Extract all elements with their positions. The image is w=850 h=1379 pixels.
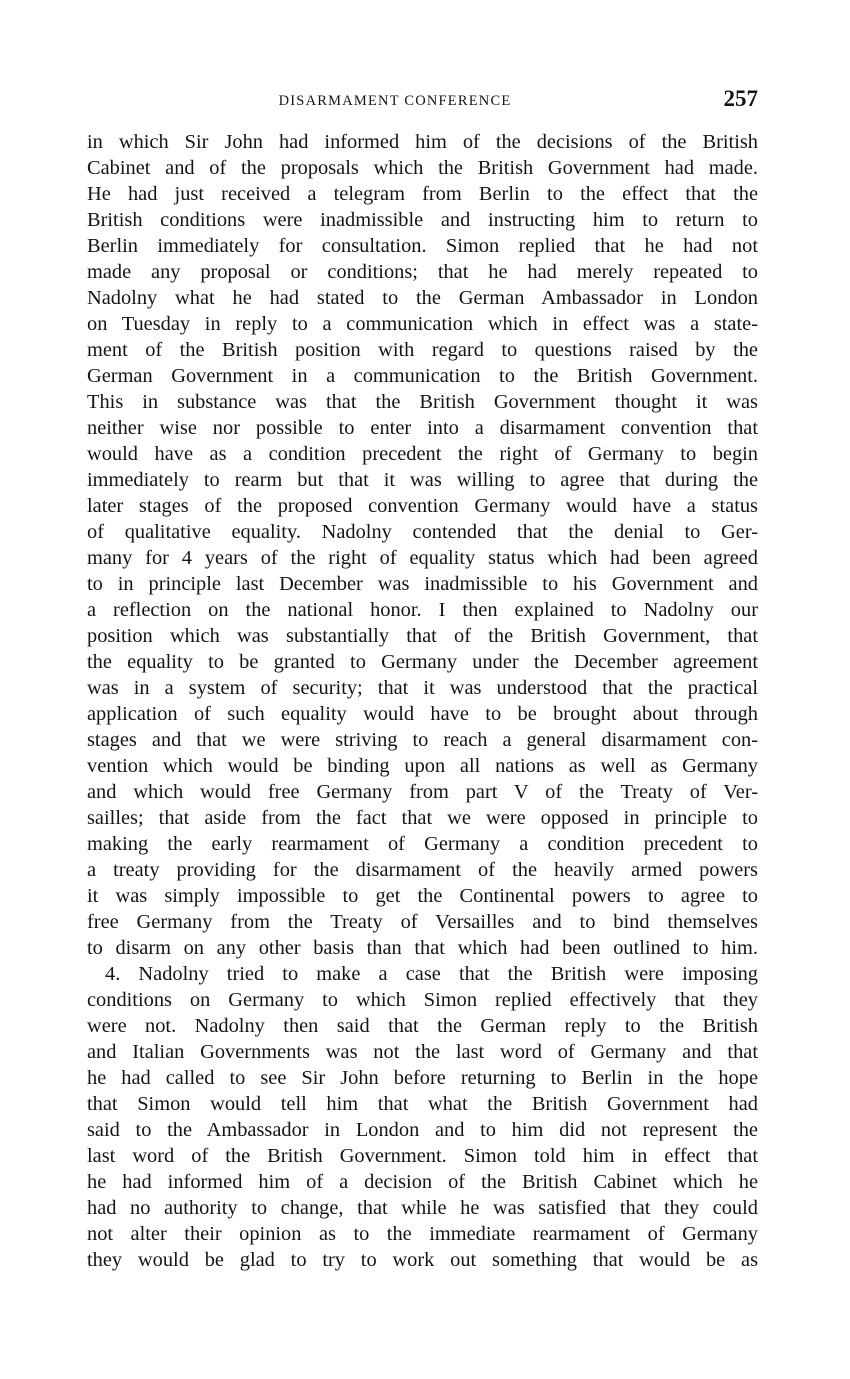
text-line: free Germany from the Treaty of Versailles and to bind themselves — [87, 911, 758, 933]
text-line: a treaty providing for the disarmament of the heavily armed powers — [87, 859, 758, 881]
text-line: had no authority to change, that while he was satisfied that they could — [87, 1197, 758, 1219]
text-line: British conditions were inadmissible and instructing him to return to — [87, 209, 758, 231]
page-header — [87, 86, 758, 120]
text-line: Cabinet and of the proposals which the British Government had made. — [87, 157, 758, 179]
text-line: said to the Ambassador in London and to him did not represent the — [87, 1119, 758, 1141]
text-line: he had informed him of a decision of the British Cabinet which he — [87, 1171, 758, 1193]
body-text — [87, 129, 758, 1273]
page-number: 257 — [723, 86, 758, 111]
text-line: German Government in a communication to the British Government. — [87, 365, 758, 387]
text-line: neither wise nor possible to enter into a disarmament convention that — [87, 417, 758, 439]
text-line: last word of the British Government. Simon told him in effect that — [87, 1145, 758, 1167]
text-line: vention which would be binding upon all nations as well as Germany — [87, 755, 758, 777]
text-line: a reflection on the national honor. I then explained to Nadolny our — [87, 599, 758, 621]
text-line: position which was substantially that of the British Government, that — [87, 625, 758, 647]
text-line: on Tuesday in reply to a communication which in effect was a state- — [87, 313, 758, 335]
text-line: Nadolny what he had stated to the German Ambassador in London — [87, 287, 758, 309]
text-line: conditions on Germany to which Simon replied effectively that they — [87, 989, 758, 1011]
text-line: in which Sir John had informed him of the decisions of the British — [87, 131, 758, 153]
text-line: that Simon would tell him that what the British Government had — [87, 1093, 758, 1115]
text-line: the equality to be granted to Germany under the December agreement — [87, 651, 758, 673]
text-line: made any proposal or conditions; that he had merely repeated to — [87, 261, 758, 283]
text-line: application of such equality would have to be brought about through — [87, 703, 758, 725]
text-line: 4. Nadolny tried to make a case that the British were imposing — [105, 963, 758, 985]
text-line: Berlin immediately for consultation. Simon replied that he had not — [87, 235, 758, 257]
text-line: it was simply impossible to get the Continental powers to agree to — [87, 885, 758, 907]
text-line: This in substance was that the British Government thought it was — [87, 391, 758, 413]
text-line: of qualitative equality. Nadolny contended that the denial to Ger- — [87, 521, 758, 543]
text-line: to in principle last December was inadmissible to his Government and — [87, 573, 758, 595]
text-line: not alter their opinion as to the immediate rearmament of Germany — [87, 1223, 758, 1245]
text-line: sailles; that aside from the fact that we were opposed in principle to — [87, 807, 758, 829]
text-line: was in a system of security; that it was understood that the practical — [87, 677, 758, 699]
text-line: stages and that we were striving to reach a general disarmament con- — [87, 729, 758, 751]
text-line: making the early rearmament of Germany a condition precedent to — [87, 833, 758, 855]
text-line: they would be glad to try to work out something that would be as — [87, 1249, 758, 1271]
text-line: to disarm on any other basis than that which had been outlined to him. — [87, 937, 758, 959]
text-line: many for 4 years of the right of equality status which had been agreed — [87, 547, 758, 569]
text-line: would have as a condition precedent the right of Germany to begin — [87, 443, 758, 465]
running-title: DISARMAMENT CONFERENCE — [278, 93, 512, 109]
document-page — [87, 86, 758, 1273]
text-line: immediately to rearm but that it was willing to agree that during the — [87, 469, 758, 491]
text-line: later stages of the proposed convention Germany would have a status — [87, 495, 758, 517]
text-line: and Italian Governments was not the last word of Germany and that — [87, 1041, 758, 1063]
text-line: he had called to see Sir John before returning to Berlin in the hope — [87, 1067, 758, 1089]
text-line: and which would free Germany from part V of the Treaty of Ver- — [87, 781, 758, 803]
text-line: ment of the British position with regard to questions raised by the — [87, 339, 758, 361]
text-line: were not. Nadolny then said that the German reply to the British — [87, 1015, 758, 1037]
text-line: He had just received a telegram from Berlin to the effect that the — [87, 183, 758, 205]
